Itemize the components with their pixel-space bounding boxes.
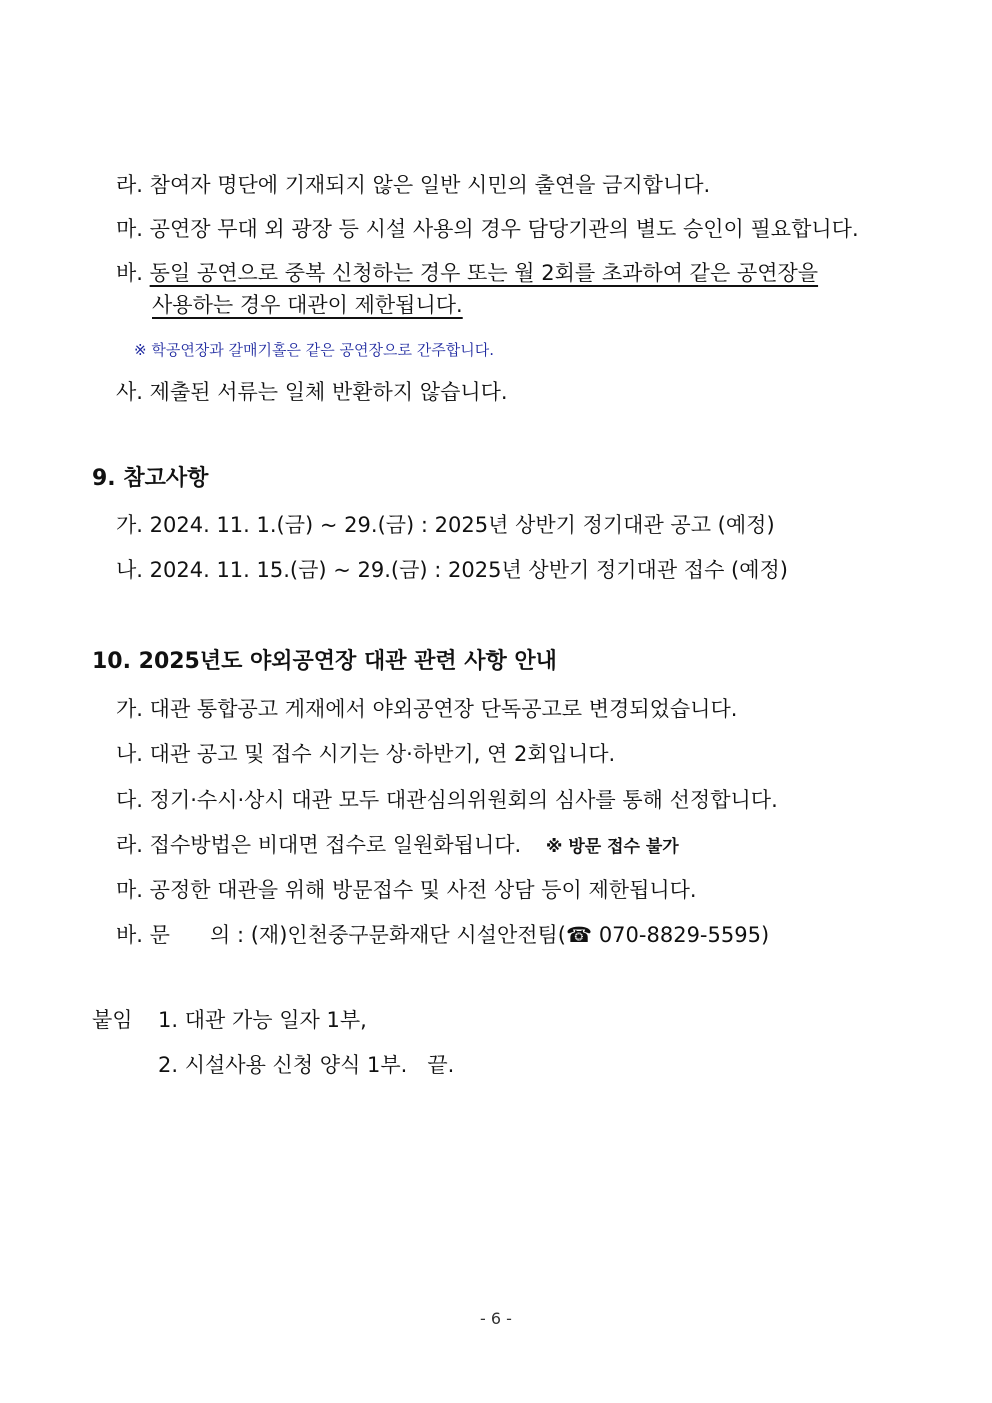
item-da <box>116 786 778 814</box>
item-marker: 바. <box>116 923 143 947</box>
item-marker: 마. <box>116 878 143 902</box>
item-ga <box>116 511 775 539</box>
item-marker: 가. <box>116 697 143 721</box>
item-marker: 나. <box>116 558 143 582</box>
item-text: 공정한 대관을 위해 방문접수 및 사전 상담 등이 제한됩니다. <box>149 878 697 902</box>
item-ra <box>116 171 710 199</box>
item-ba <box>116 921 769 949</box>
item-sa <box>116 378 508 406</box>
venue-note: ※ 학공연장과 갈매기홀은 같은 공연장으로 간주합니다. <box>134 341 494 359</box>
item-text: 대관 통합공고 게재에서 야외공연장 단독공고로 변경되었습니다. <box>149 697 738 721</box>
item-marker: 라. <box>116 833 143 857</box>
section-10-heading: 10. 2025년도 야외공연장 대관 관련 사항 안내 <box>92 649 557 674</box>
item-text: 대관 공고 및 접수 시기는 상·하반기, 연 2회입니다. <box>149 742 616 766</box>
item-ga <box>116 695 737 723</box>
item-ba <box>116 259 818 287</box>
attachment-item: 1. 대관 가능 일자 1부, <box>158 1008 367 1032</box>
item-text: 공연장 무대 외 광장 등 시설 사용의 경우 담당기관의 별도 승인이 필요합니다. <box>149 217 859 241</box>
attachments-label: 붙임 <box>92 1008 133 1032</box>
item-ma <box>116 876 697 904</box>
item-text: 참여자 명단에 기재되지 않은 일반 시민의 출연을 금지합니다. <box>149 173 711 197</box>
section-9-heading: 9. 참고사항 <box>92 466 209 491</box>
no-visit-note: ※ 방문 접수 불가 <box>545 837 679 857</box>
item-marker: 나. <box>116 742 143 766</box>
item-text: 2024. 11. 15.(금) ~ 29.(금) : 2025년 상반기 정기대관 접수 (예정) <box>149 558 788 582</box>
item-marker: 마. <box>116 217 143 241</box>
inquiry-separator: : <box>236 923 245 947</box>
item-marker: 라. <box>116 173 143 197</box>
item-marker: 바. <box>116 261 143 285</box>
item-text-underlined: 사용하는 경우 대관이 제한됩니다. <box>152 293 463 317</box>
item-text: 2024. 11. 1.(금) ~ 29.(금) : 2025년 상반기 정기대관 공고 (예정) <box>149 513 775 537</box>
item-ra <box>116 831 679 861</box>
item-na <box>116 740 615 768</box>
item-text: 제출된 서류는 일체 반환하지 않습니다. <box>149 380 508 404</box>
item-text: 접수방법은 비대면 접수로 일원화됩니다. <box>149 833 522 857</box>
item-ba-continued <box>152 291 463 319</box>
item-ma <box>116 215 859 243</box>
item-marker: 사. <box>116 380 143 404</box>
item-text-underlined: 동일 공연으로 중복 신청하는 경우 또는 월 2회를 초과하여 같은 공연장을 <box>149 261 819 285</box>
inquiry-label: 문 의 <box>149 923 231 947</box>
item-marker: 가. <box>116 513 143 537</box>
item-marker: 다. <box>116 788 143 812</box>
item-na <box>116 556 788 584</box>
page-number: - 6 - <box>480 1309 512 1328</box>
item-text: 정기·수시·상시 대관 모두 대관심의위원회의 심사를 통해 선정합니다. <box>149 788 778 812</box>
inquiry-contact: (재)인천중구문화재단 시설안전팀(☎ 070-8829-5595) <box>250 923 770 947</box>
attachment-item: 2. 시설사용 신청 양식 1부. 끝. <box>158 1053 455 1077</box>
